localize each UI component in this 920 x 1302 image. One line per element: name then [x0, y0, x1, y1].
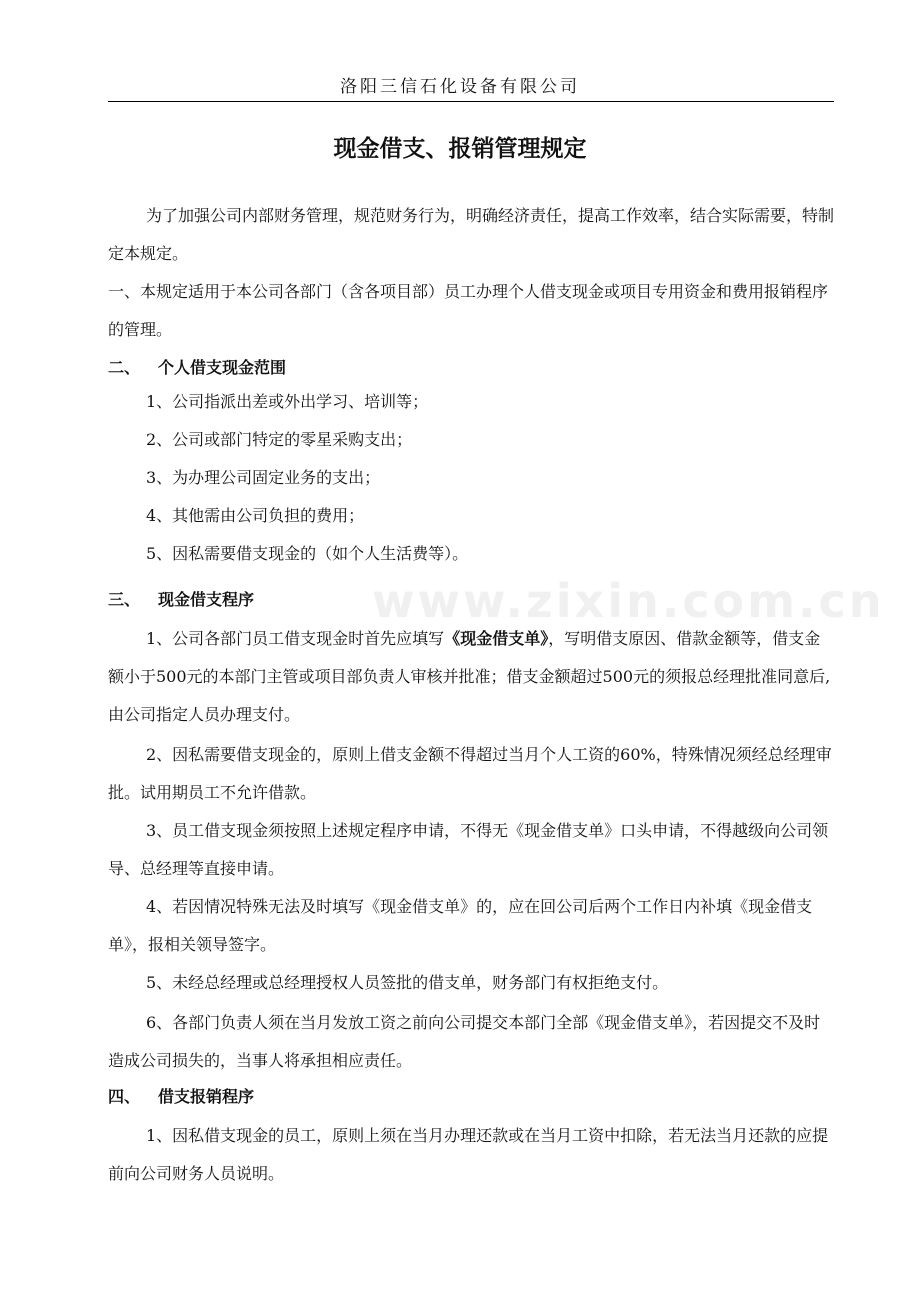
- section-3-paragraph-3: 3、员工借支现金须按照上述规定程序申请，不得无《现金借支单》口头申请，不得越级向公司领导、总经理等直接申请。: [108, 821, 829, 878]
- section-2-item: 5、因私需要借支现金的（如个人生活费等）。: [146, 544, 469, 563]
- section-3-paragraph-1: [108, 620, 834, 734]
- section-2-number: 二、: [108, 358, 141, 377]
- section-3-paragraph-6: 6、各部门负责人须在当月发放工资之前向公司提交本部门全部《现金借支单》，若因提交不及时造成公司损失的，当事人将承担相应责任。: [108, 1013, 821, 1070]
- section-3-title: 现金借支程序: [158, 590, 255, 609]
- section-3-paragraph-2: 2、因私需要借支现金的，原则上借支金额不得超过当月个人工资的60%，特殊情况须经总经理审批。试用期员工不允许借款。: [108, 745, 832, 802]
- section-4-title: 借支报销程序: [158, 1087, 255, 1106]
- section-2-heading: [108, 353, 834, 383]
- section-4-number: 四、: [108, 1087, 141, 1106]
- p1-form-name: 《现金借支单》: [444, 629, 549, 648]
- document-title: 现金借支、报销管理规定: [333, 136, 587, 162]
- section-3-number: 三、: [108, 590, 141, 609]
- section-2-item: 1、公司指派出差或外出学习、培训等；: [146, 392, 429, 411]
- watermark: www.zixin.com.cn: [372, 574, 885, 628]
- section-3-paragraph-5: 5、未经总经理或总经理授权人员签批的借支单，财务部门有权拒绝支付。: [146, 973, 669, 992]
- section-2-title: 个人借支现金范围: [158, 358, 287, 377]
- section-4-heading: [108, 1082, 834, 1112]
- section-1-paragraph: 一、本规定适用于本公司各部门（含各项目部）员工办理个人借支现金或项目专用资金和费用报销程序的管理。: [108, 282, 829, 339]
- section-2-item: 3、为办理公司固定业务的支出；: [146, 468, 381, 487]
- section-2-item: 2、公司或部门特定的零星采购支出；: [146, 430, 413, 449]
- section-3-heading: [108, 585, 834, 615]
- p1-text-a: 1、公司各部门员工借支现金时首先应填写: [146, 629, 445, 648]
- intro-paragraph: 为了加强公司内部财务管理，规范财务行为，明确经济责任，提高工作效率，结合实际需要，特制定本规定。: [108, 206, 835, 263]
- header-divider: [108, 101, 834, 102]
- section-4-paragraph-1: 1、因私借支现金的员工，原则上须在当月办理还款或在当月工资中扣除，若无法当月还款的应提前向公司财务人员说明。: [108, 1126, 829, 1183]
- section-2-item: 4、其他需由公司负担的费用；: [146, 506, 365, 525]
- p1-text-b: ，写明借支原因、借款金额等，借支金额小于500元的本部门主管或项目部负责人审核并批准；借支金额超过500元的须报总经理批准同意后,由公司指定人员办理支付。: [108, 629, 831, 724]
- section-3-paragraph-4: 4、若因情况特殊无法及时填写《现金借支单》的，应在回公司后两个工作日内补填《现金借支单》，报相关领导签字。: [108, 897, 813, 954]
- company-header: 洛阳三信石化设备有限公司: [340, 77, 580, 97]
